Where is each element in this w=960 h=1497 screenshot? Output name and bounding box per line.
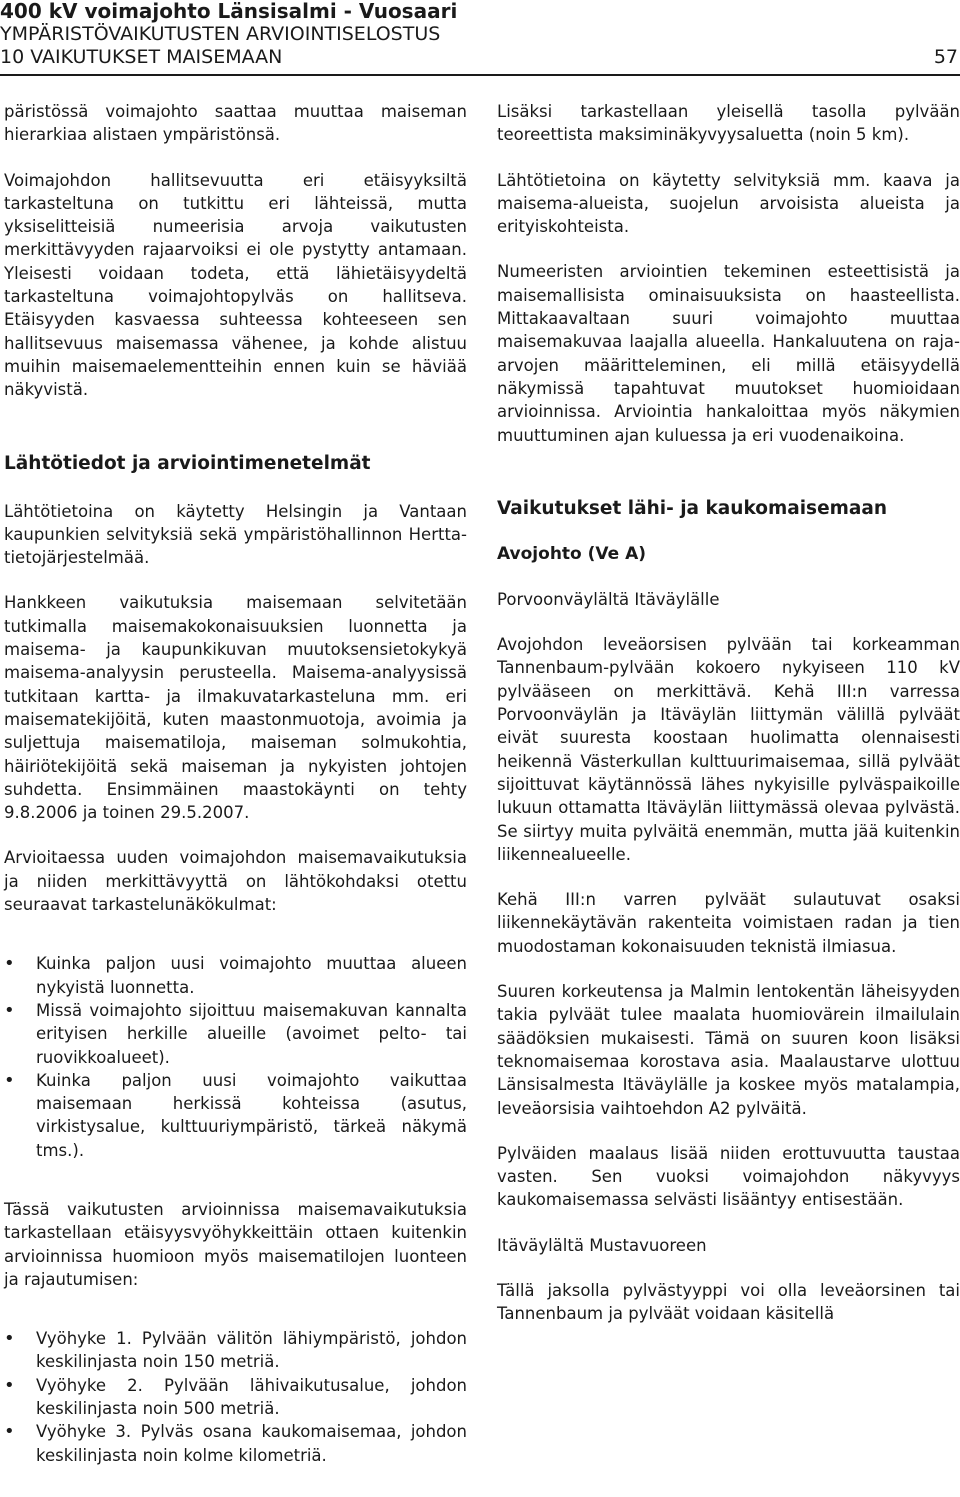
page-header — [0, 0, 960, 69]
paragraph: Avojohdon leveäorsisen pylvään tai korkeamman Tannenbaum-pylvään kokoero nykyiseen 110 kV pylvääseen on merkittävä. Kehä III:n varressa Porvoonväylän ja Itäväylän liittymän välillä pylväät eivät suuresta koostaan huolimatta olennaisesti heikennä Västerkullan kulttuurimaisemaa, sillä pylväät sijoittuvat käytännössä lähes nykyisille pylväspaikoille lukuun ottamatta Itäväylän liittymässä olevaa pylvästä. Se siirtyy muita pylväitä enemmän, mutta jää kuitenkin liikennealueelle. — [497, 635, 960, 864]
section-heading: Vaikutukset lähi- ja kaukomaisemaan — [497, 497, 888, 519]
header-divider — [0, 74, 960, 76]
paragraph: Lähtötietoina on käytetty Helsingin ja Vantaan kaupunkien selvityksiä sekä ympäristöhallinnon Hertta-tietojärjestelmää. — [4, 501, 467, 568]
bullet-list — [4, 1327, 467, 1467]
list-item: • Vyöhyke 1. Pylvään välitön lähiympäristö, johdon keskilinjasta noin 150 metriä. — [4, 1327, 467, 1374]
bullet-list — [4, 952, 467, 1162]
page-number: 57 — [933, 46, 958, 68]
list-item: • Kuinka paljon uusi voimajohto vaikuttaa maisemaan herkissä kohteissa (asutus, virkistysalue, kulttuuriympäristö, tärkeä näkymä tms.). — [4, 1069, 467, 1162]
paragraph: Hankkeen vaikutuksia maisemaan selvitetään tutkimalla maisemakokonaisuuksien luonnetta ja maisema- ja kaupunkikuvan muutoksensietokykyä maisema-analyysin perusteella. Maisema-analyysissä tutkitaan kartta- ja ilmakuvatarkasteluna mm. eri maisematekijöitä, kuten maastonmuotoja, avoimia ja suljettuja maisematiloja, maiseman solmukohtia, häiriötekijöitä sekä maiseman ja nykyisten johtojen suhdetta. Ensimmäinen maastokäynti on tehty 9.8.2006 ja toinen 29.5.2007. — [4, 593, 467, 823]
section-heading: Lähtötiedot ja arviointimenetelmät — [4, 452, 371, 474]
document-title: 400 kV voimajohto Länsisalmi - Vuosaari — [0, 0, 458, 23]
right-column — [497, 100, 960, 1348]
subsection-heading: Avojohto (Ve A) — [497, 543, 647, 564]
list-item: • Kuinka paljon uusi voimajohto muuttaa alueen nykyistä luonnetta. — [4, 952, 467, 999]
paragraph: Lähtötietoina on käytetty selvityksiä mm. kaava ja maisema-alueista, suojelun arvoisista alueista ja erityiskohteista. — [497, 170, 960, 237]
list-item: • Vyöhyke 3. Pylväs osana kaukomaisemaa, johdon keskilinjasta noin kolme kilometriä. — [4, 1420, 467, 1467]
route-heading: Itäväylältä Mustavuoreen — [497, 1235, 707, 1255]
paragraph: päristössä voimajohto saattaa muuttaa maiseman hierarkiaa alistaen ympäristönsä. — [4, 102, 467, 145]
section-title: 10 VAIKUTUKSET MAISEMAAN — [0, 46, 283, 68]
paragraph: Suuren korkeutensa ja Malmin lentokentän läheisyyden takia pylväät tulee maalata huomiovärein ilmailulain säädöksien mukaisesti. Tämä on suuren koon lisäksi teknomaisemaa korostava asia. Maalaustarve ulottuu Länsisalmesta Itäväylälle ja koskee myös matalampia, leveäorsisia vaihtoehdon A2 pylväitä. — [497, 982, 960, 1118]
route-heading: Porvoonväylältä Itäväylälle — [497, 589, 720, 609]
paragraph: Tässä vaikutusten arvioinnissa maisemavaikutuksia tarkastellaan etäisyysvyöhykkeittäin ottaen kuitenkin arvioinnissa huomioon myös maisematilojen luonteen ja rajautumisen: — [4, 1199, 467, 1289]
list-item: • Vyöhyke 2. Pylvään lähivaikutusalue, johdon keskilinjasta noin 500 metriä. — [4, 1374, 467, 1421]
document-subtitle: YMPÄRISTÖVAIKUTUSTEN ARVIOINTISELOSTUS — [0, 23, 441, 45]
paragraph: Arvioitaessa uuden voimajohdon maisemavaikutuksia ja niiden merkittävyyttä on lähtökohdaksi otettu seuraavat tarkastelunäkökulmat: — [4, 848, 467, 915]
list-item: • Missä voimajohto sijoittuu maisemakuvan kannalta erityisen herkille alueille (avoimet pelto- tai ruovikkoalueet). — [4, 999, 467, 1069]
paragraph: Pylväiden maalaus lisää niiden erottuvuutta taustaa vasten. Sen vuoksi voimajohdon näkyvyys kaukomaisemassa selvästi lisääntyy entisestään. — [497, 1143, 960, 1210]
paragraph: Tällä jaksolla pylvästyyppi voi olla leveäorsinen tai Tannenbaum ja pylväät voidaan käsitellä — [497, 1280, 960, 1324]
left-column — [4, 100, 467, 1489]
paragraph: Lisäksi tarkastellaan yleisellä tasolla pylvään teoreettista maksiminäkyvyysaluetta (noin 5 km). — [497, 102, 960, 145]
paragraph: Numeeristen arviointien tekeminen esteettisistä ja maisemallisista ominaisuuksista on haasteellista. Mittakaavaltaan suuri voimajohto muuttaa maisemakuvaa laajalla alueella. Hankaluutena on raja-arvojen määritteleminen, eli millä etäisyydellä näkymissä tapahtuvat muutokset huomioidaan arvioinnissa. Arviointia hankaloittaa myös näkymien muuttuminen ajan kuluessa ja eri vuodenaikoina. — [497, 262, 960, 445]
paragraph: Voimajohdon hallitsevuutta eri etäisyyksiltä tarkasteltuna on tutkittu eri lähteissä, mutta yksiselitteisiä numeerisia arvoja vaikutusten merkittävyyden rajaarvoiksi ei ole pystytty antamaan. Yleisesti voidaan todeta, että lähietäisyydeltä tarkasteltuna voimajohtopylväs on hallitseva. Etäisyyden kasvaessa suhteessa kohteeseen sen hallitsevuus maisemassa vähenee, ja kohde alistuu muihin maisemaelementteihin ennen kuin se häviää näkyvistä. — [4, 170, 467, 400]
paragraph: Kehä III:n varren pylväät sulautuvat osaksi liikennekäytävän rakenteita voimistaen radan ja tien muodostaman kokonaisuuden teknistä ilmiasua. — [497, 890, 960, 956]
